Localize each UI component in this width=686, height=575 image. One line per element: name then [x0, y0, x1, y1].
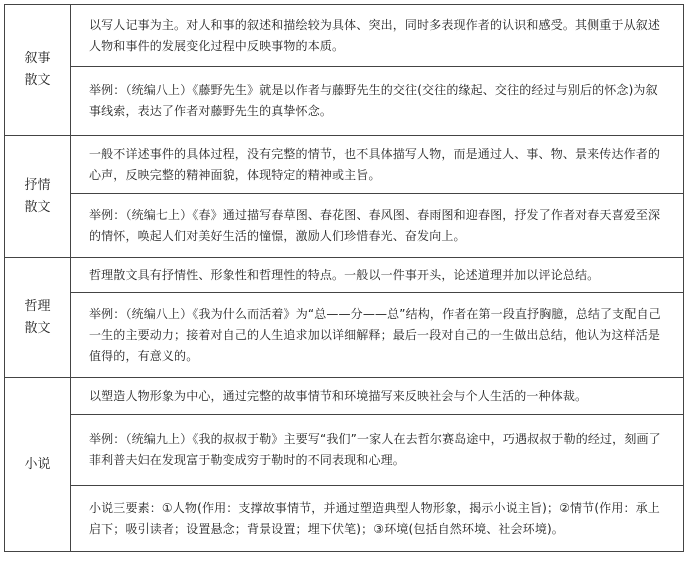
description-cell: 哲理散文具有抒情性、形象性和哲理性的特点。一般以一件事开头，论述道理并加以评论总结。	[71, 258, 684, 293]
example-cell: 举例：（统编七上）《春》通过描写春草图、春花图、春风图、春雨图和迎春图，抒发了作者对春天喜爱至深的情怀，唤起人们对美好生活的憧憬，激励人们珍惜春光、奋发向上。	[71, 194, 684, 258]
table-row	[5, 415, 684, 486]
description-cell: 以塑造人物形象为中心，通过完整的故事情节和环境描写来反映社会与个人生活的一种体裁。	[71, 378, 684, 415]
category-cell	[5, 258, 71, 378]
category-label: 哲理散文	[24, 298, 51, 336]
category-cell	[5, 378, 71, 552]
description-cell: 以写人记事为主。对人和事的叙述和描绘较为具体、突出，同时多表现作者的认识和感受。其侧重于从叙述人物和事件的发展变化过程中反映事物的本质。	[71, 5, 684, 67]
category-label: 叙事散文	[24, 51, 51, 88]
genre-comparison-table	[4, 4, 684, 552]
table-row	[5, 486, 684, 552]
category-cell	[5, 5, 71, 136]
category-label: 抒情散文	[24, 177, 51, 215]
table-row	[5, 136, 684, 194]
description-cell: 一般不详述事件的具体过程，没有完整的情节，也不具体描写人物，而是通过人、事、物、景来传达作者的心声，反映完整的精神面貌，体现特定的精神或主旨。	[71, 136, 684, 194]
category-cell	[5, 136, 71, 258]
table-row	[5, 258, 684, 293]
table-row	[5, 5, 684, 67]
category-label: 小说	[24, 456, 51, 472]
example-cell: 举例：（统编八上）《藤野先生》就是以作者与藤野先生的交往(交往的缘起、交往的经过与别后的怀念)为叙事线索，表达了作者对藤野先生的真挚怀念。	[71, 67, 684, 136]
example-cell: 举例：（统编九上）《我的叔叔于勒》主要写“我们”一家人在去哲尔赛岛途中，巧遇叔叔于勒的经过，刻画了菲利普夫妇在发现富于勒变成穷于勒时的不同表现和心理。	[71, 415, 684, 486]
table-row	[5, 378, 684, 415]
table-row	[5, 293, 684, 378]
elements-cell: 小说三要素：①人物(作用：支撑故事情节，并通过塑造典型人物形象，揭示小说主旨)；②情节(作用：承上启下；吸引读者；设置悬念；背景设置；埋下伏笔)；③环境(包括自然环境、社会环境)。	[71, 486, 684, 552]
table-row	[5, 194, 684, 258]
example-cell: 举例：（统编八上）《我为什么而活着》为“总——分——总”结构，作者在第一段直抒胸臆，总结了支配自己一生的主要动力；接着对自己的人生追求加以详细解释；最后一段对自己的一生做出总结，他认为这样活是值得的，有意义的。	[71, 293, 684, 378]
table-row	[5, 67, 684, 136]
